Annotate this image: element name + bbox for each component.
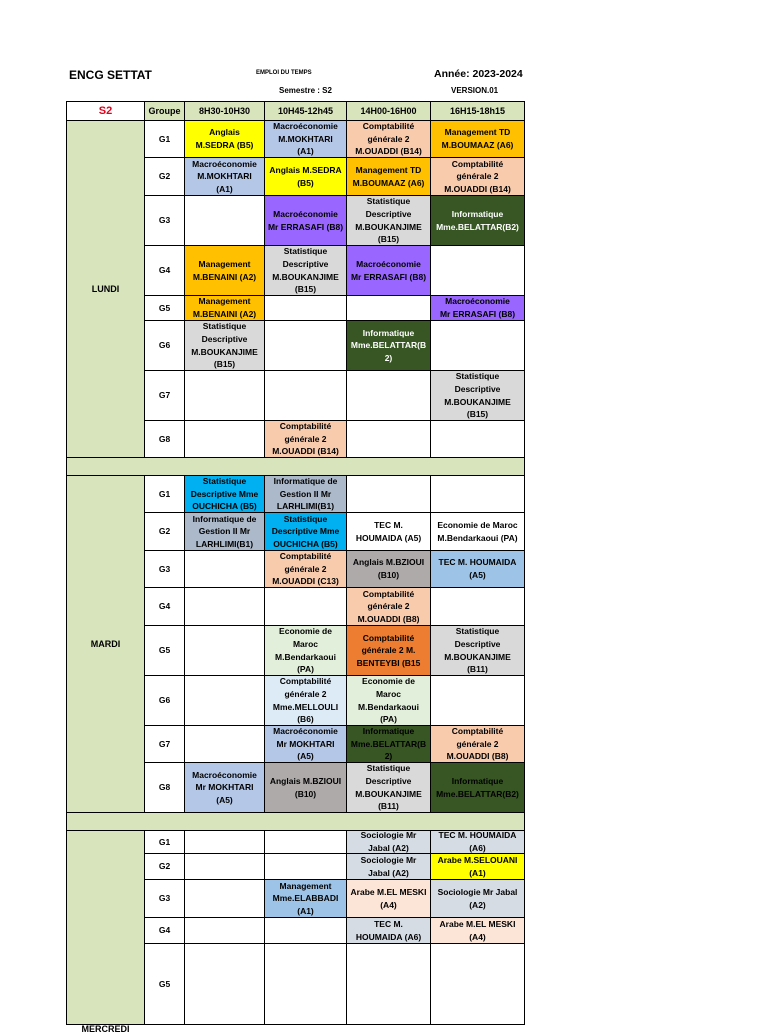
header-version: VERSION.01 — [451, 86, 499, 95]
day-label-label: LUNDI — [91, 283, 120, 294]
course-cell-label: Anglais M.SEDRA (B5) — [269, 164, 342, 188]
corner-s2 — [66, 101, 145, 121]
course-cell-label: Macroéconomie M.MOKHTARI (A1) — [273, 121, 338, 157]
group-label-label: G3 — [158, 563, 171, 574]
slot-header-label: 8H30-10H30 — [198, 105, 251, 116]
group-label — [144, 917, 185, 944]
group-label — [144, 320, 185, 371]
course-cell-label: TEC M. HOUMAIDA (A5) — [438, 557, 517, 580]
empty-cell — [184, 830, 265, 854]
course-cell-label: Comptabilité générale 2 M.OUADDI (C13) — [272, 551, 339, 587]
course-cell-label: Management Mme.ELABBADI (A1) — [272, 880, 339, 916]
empty-cell — [346, 295, 431, 321]
course-cell-label: Macroéconomie Mr MOKHTARI (A5) — [192, 769, 257, 805]
course-cell — [264, 625, 347, 676]
course-cell — [430, 550, 525, 588]
course-cell-label: Management M.BENAINI (A2) — [192, 296, 257, 319]
course-cell-label: Sociologie Mr Jabal (A2) — [360, 830, 417, 853]
course-cell-label: Comptabilité générale 2 Mme.MELLOULI (B6) — [272, 676, 339, 725]
course-cell-label: Statistique Descriptive M.BOUKANJIME (B15) — [444, 371, 511, 420]
course-cell-label: Statistique Descriptive M.BOUKANJIME (B11) — [355, 763, 422, 812]
course-cell-label: Arabe M.SELOUANI (A1) — [437, 854, 518, 878]
course-cell-label: Anglais M.BZIOUI (B10) — [352, 557, 425, 580]
group-label-label: G4 — [158, 601, 171, 612]
group-label — [144, 120, 185, 158]
group-label — [144, 475, 185, 513]
day-label-label: MARDI — [90, 638, 121, 649]
course-cell — [346, 120, 431, 158]
empty-cell — [184, 550, 265, 588]
group-label-label: G3 — [158, 215, 171, 226]
empty-cell — [346, 943, 431, 1025]
course-cell-label: Comptabilité générale 2 M.OUADDI (B8) — [446, 726, 509, 762]
empty-cell — [264, 370, 347, 421]
group-label — [144, 370, 185, 421]
empty-cell — [346, 475, 431, 513]
group-label-label: G6 — [158, 695, 171, 706]
course-cell-label: Macroéconomie Mr ERRASAFI (B8) — [267, 208, 344, 232]
course-cell-label: Sociologie Mr Jabal (A2) — [437, 886, 518, 910]
course-cell — [430, 725, 525, 763]
group-header — [144, 101, 185, 121]
course-cell — [430, 917, 525, 944]
course-cell — [264, 157, 347, 196]
slot-header — [346, 101, 431, 121]
day-separator — [66, 457, 525, 476]
course-cell — [346, 320, 431, 371]
group-label-label: G8 — [158, 433, 171, 444]
course-cell-label: TEC M. HOUMAIDA (A6) — [355, 918, 422, 942]
course-cell-label: Sociologie Mr Jabal (A2) — [360, 854, 417, 878]
course-cell-label: Comptabilité générale 2 M.OUADDI (B14) — [355, 121, 422, 157]
day-label — [66, 475, 145, 813]
course-cell — [184, 295, 265, 321]
course-cell — [346, 550, 431, 588]
corner-s2-label: S2 — [98, 104, 113, 117]
course-cell-label: Informatique Mme.BELATTAR(B 2) — [350, 726, 427, 762]
course-cell-label: Management M.BENAINI (A2) — [192, 258, 257, 282]
course-cell-label: Informatique Mme.BELATTAR(B2) — [436, 775, 519, 799]
course-cell — [346, 762, 431, 813]
course-cell — [346, 587, 431, 626]
course-cell — [264, 195, 347, 246]
group-label-label: G2 — [158, 526, 171, 537]
course-cell — [264, 420, 347, 458]
group-label-label: G4 — [158, 265, 171, 276]
header-title: EMPLOI DU TEMPS — [256, 70, 312, 76]
empty-cell — [430, 420, 525, 458]
course-cell — [346, 675, 431, 726]
header-semester: Semestre : S2 — [279, 86, 332, 95]
course-cell — [264, 762, 347, 813]
group-label — [144, 245, 185, 296]
course-cell — [430, 830, 525, 854]
course-cell-label: Statistique Descriptive M.BOUKANJIME (B15) — [191, 321, 258, 370]
slot-header-label: 10H45-12h45 — [277, 105, 334, 116]
empty-cell — [430, 587, 525, 626]
empty-cell — [264, 295, 347, 321]
group-label-label: G8 — [158, 782, 171, 793]
group-label — [144, 879, 185, 918]
course-cell-label: Economie de Maroc M.Bendarkaoui (PA) — [275, 626, 336, 675]
group-label-label: G4 — [158, 925, 171, 936]
group-label-label: G5 — [158, 302, 171, 313]
course-cell — [264, 675, 347, 726]
group-label-label: G7 — [158, 738, 171, 749]
course-cell — [346, 512, 431, 551]
day-label — [66, 120, 145, 458]
empty-cell — [264, 853, 347, 880]
course-cell — [346, 625, 431, 676]
course-cell-label: TEC M. HOUMAIDA (A6) — [438, 830, 517, 853]
header-year: Année: 2023-2024 — [434, 68, 523, 80]
empty-cell — [346, 420, 431, 458]
course-cell-label: Arabe M.EL MESKI (A4) — [350, 886, 427, 910]
empty-cell — [264, 943, 347, 1025]
group-label-label: G1 — [158, 133, 171, 144]
course-cell — [430, 512, 525, 551]
course-cell — [430, 295, 525, 321]
empty-cell — [184, 625, 265, 676]
empty-cell — [184, 195, 265, 246]
slot-header-label: 14H00-16H00 — [360, 105, 417, 116]
group-label-label: G1 — [158, 836, 171, 847]
group-label — [144, 295, 185, 321]
course-cell-label: Statistique Descriptive M.BOUKANJIME (B15) — [272, 246, 339, 295]
group-label-label: G2 — [158, 171, 171, 182]
group-label — [144, 625, 185, 676]
course-cell-label: Management TD M.BOUMAAZ (A6) — [441, 127, 514, 150]
course-cell-label: Anglais M.SEDRA (B5) — [195, 127, 254, 150]
group-label — [144, 512, 185, 551]
group-label-label: G5 — [158, 978, 171, 989]
empty-cell — [184, 587, 265, 626]
course-cell-label: Statistique Descriptive Mme OUCHICHA (B5) — [271, 513, 340, 549]
day-label — [66, 830, 145, 1035]
course-cell — [184, 157, 265, 196]
group-label — [144, 420, 185, 458]
day-separator — [66, 812, 525, 831]
course-cell — [264, 879, 347, 918]
course-cell — [430, 120, 525, 158]
group-label-label: G7 — [158, 390, 171, 401]
empty-cell — [184, 853, 265, 880]
course-cell-label: Informatique de Gestion II Mr LARHLIMI(B1) — [192, 513, 257, 549]
course-cell — [184, 762, 265, 813]
slot-header — [264, 101, 347, 121]
course-cell — [184, 245, 265, 296]
course-cell-label: Comptabilité générale 2 M. BENTEYBI (B15 — [356, 632, 421, 668]
course-cell-label: Economie de Maroc M.Bendarkaoui (PA) — [358, 676, 419, 725]
course-cell — [346, 853, 431, 880]
course-cell-label: Economie de Maroc M.Bendarkaoui (PA) — [437, 519, 518, 543]
course-cell-label: Statistique Descriptive M.BOUKANJIME (B15) — [355, 196, 422, 245]
course-cell — [430, 370, 525, 421]
group-label-label: G5 — [158, 645, 171, 656]
course-cell — [430, 879, 525, 918]
empty-cell — [184, 943, 265, 1025]
empty-cell — [184, 420, 265, 458]
course-cell-label: Informatique Mme.BELATTAR(B2) — [436, 208, 519, 232]
empty-cell — [184, 879, 265, 918]
group-label — [144, 725, 185, 763]
course-cell — [184, 475, 265, 513]
empty-cell — [184, 370, 265, 421]
empty-cell — [430, 475, 525, 513]
course-cell — [346, 157, 431, 196]
course-cell-label: Informatique Mme.BELATTAR(B 2) — [350, 327, 427, 363]
course-cell — [346, 917, 431, 944]
course-cell-label: Macroéconomie Mr ERRASAFI (B8) — [439, 296, 516, 319]
slot-header — [430, 101, 525, 121]
empty-cell — [264, 830, 347, 854]
empty-cell — [430, 943, 525, 1025]
course-cell — [264, 550, 347, 588]
course-cell-label: Comptabilité générale 2 M.OUADDI (B8) — [357, 588, 420, 624]
group-label — [144, 943, 185, 1025]
group-label — [144, 762, 185, 813]
group-label — [144, 157, 185, 196]
header-school: ENCG SETTAT — [69, 68, 152, 82]
course-cell-label: Macroéconomie Mr ERRASAFI (B8) — [350, 258, 427, 282]
course-cell — [264, 512, 347, 551]
course-cell — [264, 245, 347, 296]
group-label-label: G6 — [158, 340, 171, 351]
slot-header-label: 16H15-18h15 — [449, 105, 506, 116]
course-cell-label: Macroéconomie Mr MOKHTARI (A5) — [273, 726, 338, 762]
empty-cell — [264, 587, 347, 626]
day-label-label: MERCREDI — [81, 1024, 130, 1035]
course-cell-label: Comptabilité générale 2 M.OUADDI (B14) — [444, 158, 511, 194]
course-cell-label: Informatique de Gestion II Mr LARHLIMI(B1) — [273, 476, 338, 512]
group-label-label: G1 — [158, 488, 171, 499]
empty-cell — [430, 245, 525, 296]
course-cell — [346, 830, 431, 854]
course-cell — [264, 120, 347, 158]
course-cell — [346, 725, 431, 763]
empty-cell — [184, 675, 265, 726]
group-label — [144, 550, 185, 588]
course-cell-label: Arabe M.EL MESKI (A4) — [439, 918, 516, 942]
group-label-label: G3 — [158, 893, 171, 904]
group-label — [144, 195, 185, 246]
empty-cell — [264, 917, 347, 944]
course-cell — [264, 475, 347, 513]
empty-cell — [184, 725, 265, 763]
course-cell — [184, 320, 265, 371]
course-cell — [264, 725, 347, 763]
course-cell — [346, 879, 431, 918]
course-cell — [346, 245, 431, 296]
course-cell-label: Statistique Descriptive Mme OUCHICHA (B5) — [190, 476, 259, 512]
group-header-label: Groupe — [148, 105, 181, 116]
group-label-label: G2 — [158, 861, 171, 872]
course-cell-label: Macroéconomie M.MOKHTARI (A1) — [192, 158, 257, 194]
group-label — [144, 675, 185, 726]
course-cell-label: Statistique Descriptive M.BOUKANJIME (B11) — [444, 626, 511, 675]
course-cell — [184, 120, 265, 158]
course-cell — [430, 195, 525, 246]
course-cell — [430, 625, 525, 676]
group-label — [144, 853, 185, 880]
course-cell-label: Anglais M.BZIOUI (B10) — [269, 775, 342, 799]
course-cell — [430, 157, 525, 196]
course-cell-label: TEC M. HOUMAIDA (A5) — [355, 519, 422, 543]
group-label — [144, 830, 185, 854]
course-cell — [430, 853, 525, 880]
empty-cell — [430, 320, 525, 371]
course-cell — [184, 512, 265, 551]
course-cell — [346, 195, 431, 246]
slot-header — [184, 101, 265, 121]
course-cell — [430, 762, 525, 813]
empty-cell — [184, 917, 265, 944]
empty-cell — [346, 370, 431, 421]
group-label — [144, 587, 185, 626]
course-cell-label: Comptabilité générale 2 M.OUADDI (B14) — [272, 421, 339, 457]
empty-cell — [430, 675, 525, 726]
empty-cell — [264, 320, 347, 371]
course-cell-label: Management TD M.BOUMAAZ (A6) — [352, 164, 425, 188]
